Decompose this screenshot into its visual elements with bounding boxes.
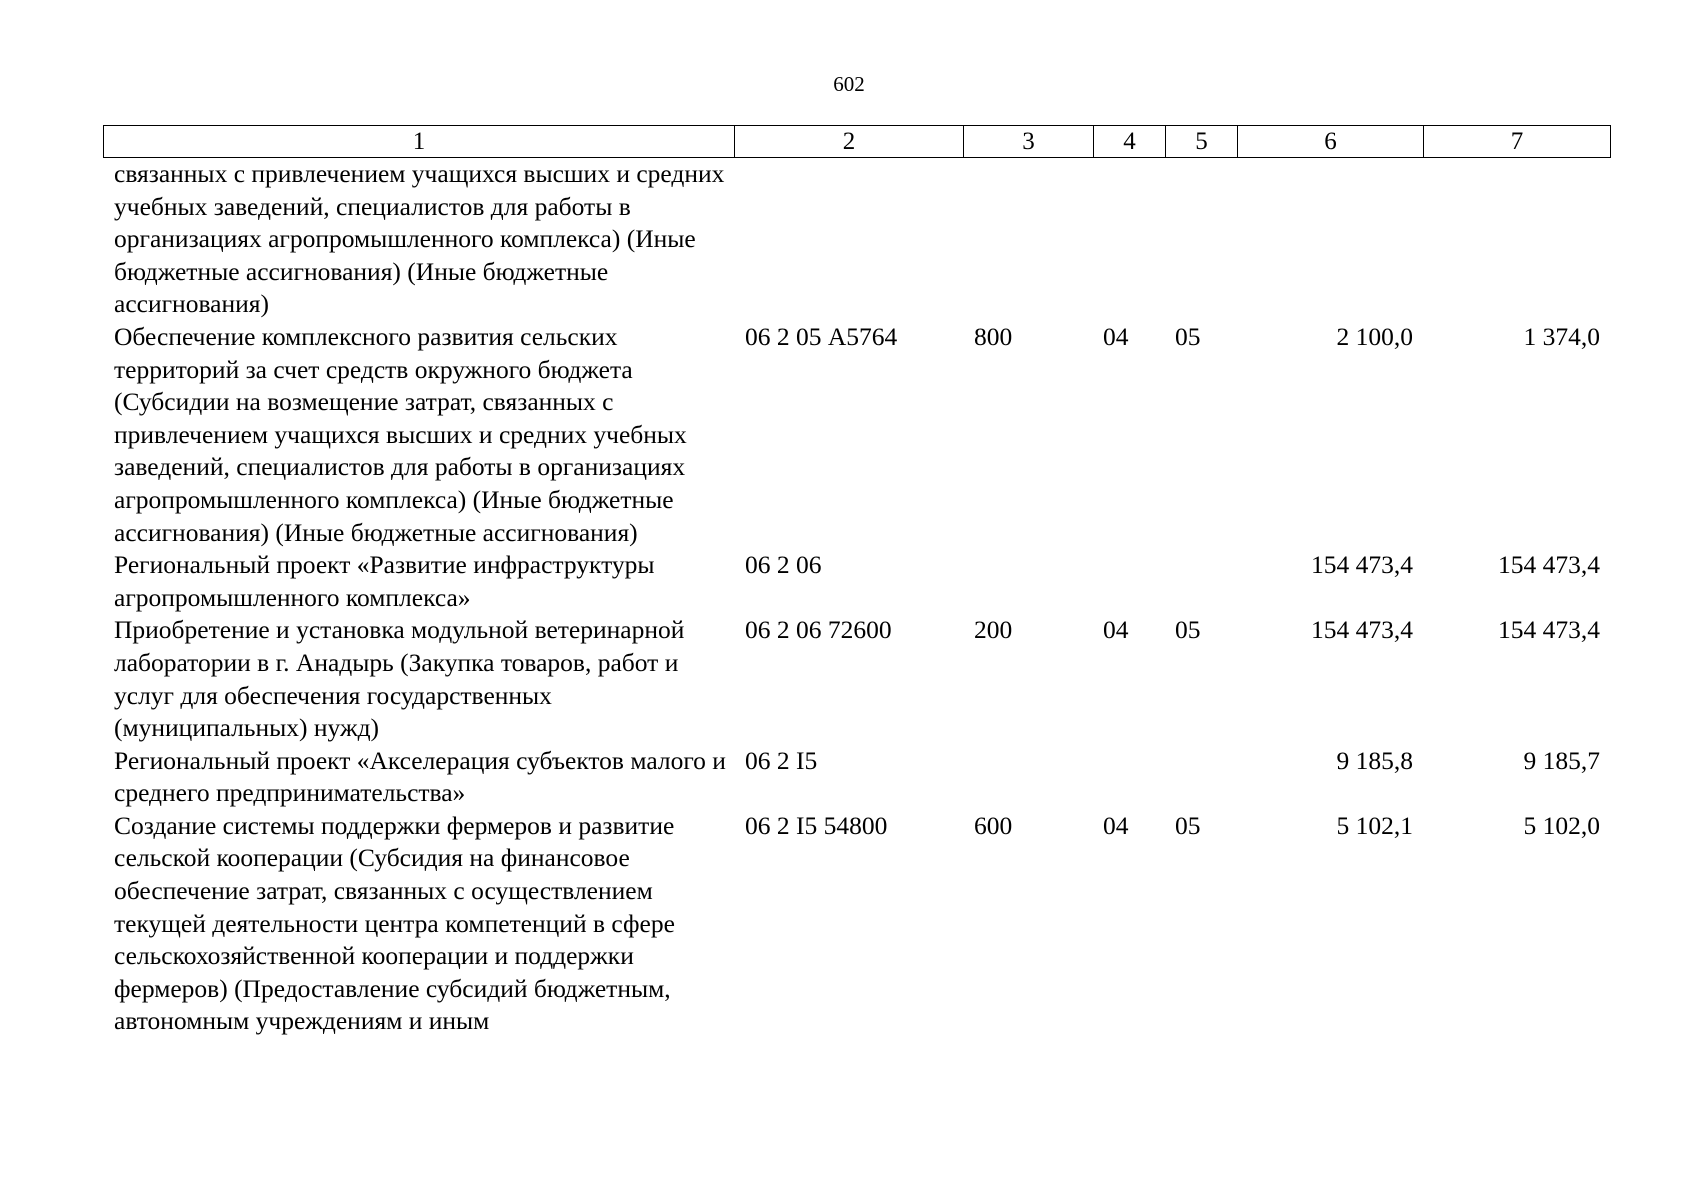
row-name: Создание системы поддержки фермеров и развитие сельской кооперации (Субсидия на финансовое обеспечение затрат, связанных с осуществлением текущей деятельности центра компетенций в сфере сельскохозяйственной кооперации и поддержки фермеров) (Предоставление субсидий бюджетным, автономным учреждениям и иным (114, 810, 675, 1036)
row-vr (963, 158, 1093, 321)
row-sum-2: 154 473,4 (1498, 615, 1600, 645)
row-rz: 04 (1103, 810, 1129, 840)
header-col-7: 7 (1424, 126, 1611, 158)
row-code: 06 2 05 А5764 (745, 321, 898, 351)
row-vr (963, 549, 1093, 614)
row-sum-1 (1237, 158, 1423, 321)
row-code (734, 158, 963, 321)
row-name: Региональный проект «Развитие инфраструктуры агропромышленного комплекса» (114, 550, 655, 612)
header-col-3: 3 (964, 126, 1094, 158)
table-row (103, 614, 1610, 744)
row-vr (963, 745, 1093, 810)
header-col-2: 2 (735, 126, 964, 158)
table-row (103, 810, 1610, 1038)
row-name: Обеспечение комплексного развития сельских территорий за счет средств окружного бюджета (Субсидии на возмещение затрат, связанных с привлечением учащихся высших и средних учебных заведений, специалистов для работы в организациях агропромышленного комплекса) (Иные бюджетные ассигнования) (Иные бюджетные ассигнования) (114, 321, 687, 547)
row-sum-2: 5 102,0 (1523, 810, 1600, 840)
row-code: 06 2 06 (745, 550, 822, 580)
row-sum-2 (1423, 158, 1610, 321)
row-pr: 05 (1175, 321, 1201, 351)
budget-table (103, 158, 1610, 1038)
row-rz: 04 (1103, 321, 1129, 351)
row-name: связанных с привлечением учащихся высших и средних учебных заведений, специалистов для работы в организациях агропромышленного комплекса) (Иные бюджетные ассигнования) (Иные бюджетные ассигнования) (114, 159, 725, 319)
header-col-1: 1 (104, 126, 735, 158)
header-col-5: 5 (1166, 126, 1238, 158)
table-row (103, 745, 1610, 810)
row-vr: 600 (974, 810, 1013, 840)
header-col-6: 6 (1238, 126, 1424, 158)
row-pr (1165, 158, 1237, 321)
row-pr (1165, 745, 1237, 810)
row-sum-1: 9 185,8 (1336, 745, 1413, 775)
row-pr (1165, 549, 1237, 614)
row-vr: 200 (974, 615, 1013, 645)
row-rz (1093, 158, 1165, 321)
row-sum-1: 5 102,1 (1336, 810, 1413, 840)
row-pr: 05 (1175, 810, 1201, 840)
row-rz (1093, 549, 1165, 614)
row-name: Региональный проект «Акселерация субъектов малого и среднего предпринимательства» (114, 745, 726, 808)
table-row (103, 549, 1610, 614)
row-sum-2: 154 473,4 (1498, 550, 1600, 580)
header-row (104, 126, 1611, 158)
row-sum-2: 9 185,7 (1523, 745, 1600, 775)
table-row (103, 321, 1610, 549)
row-code: 06 2 I5 54800 (745, 810, 888, 840)
row-name: Приобретение и установка модульной ветеринарной лаборатории в г. Анадырь (Закупка товаров, работ и услуг для обеспечения государственных (муниципальных) нужд) (114, 615, 685, 743)
row-rz: 04 (1103, 615, 1129, 645)
row-code: 06 2 I5 (745, 745, 818, 775)
row-sum-1: 154 473,4 (1311, 615, 1413, 645)
header-col-4: 4 (1094, 126, 1166, 158)
row-sum-1: 2 100,0 (1336, 321, 1413, 351)
row-rz (1093, 745, 1165, 810)
row-sum-2: 1 374,0 (1523, 321, 1600, 351)
page-number: 602 (833, 72, 865, 96)
row-vr: 800 (974, 321, 1013, 351)
row-pr: 05 (1175, 615, 1201, 645)
row-code: 06 2 06 72600 (745, 615, 892, 645)
table-row (103, 158, 1610, 321)
row-sum-1: 154 473,4 (1311, 550, 1413, 580)
column-number-header (103, 125, 1611, 158)
